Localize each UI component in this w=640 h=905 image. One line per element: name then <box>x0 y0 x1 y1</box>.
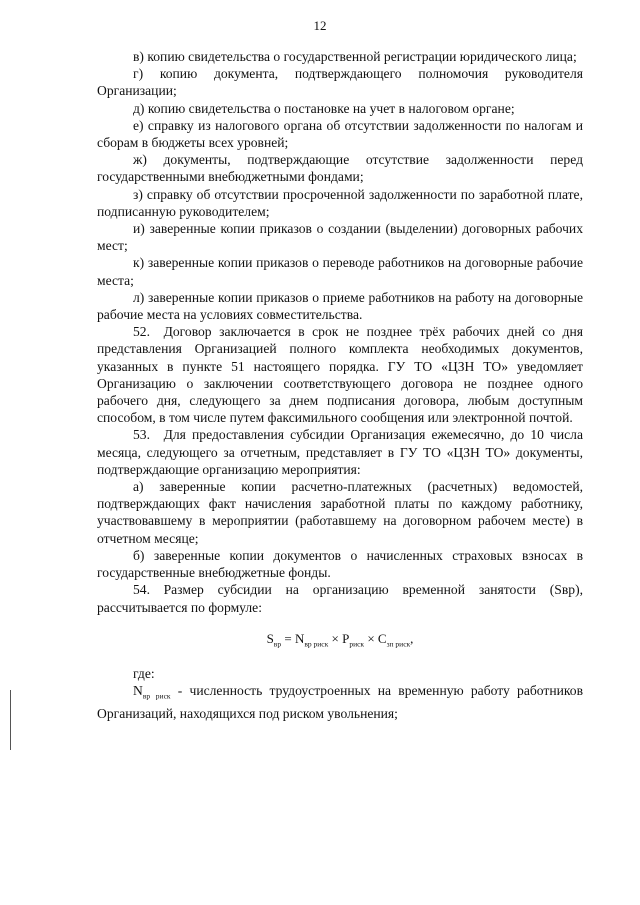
formula-s: S <box>266 630 274 646</box>
paragraph-item-g: г) копию документа, подтверждающего полномочия руководителя Организации; <box>97 66 583 99</box>
paragraph-item-i: и) заверенные копии приказов о создании (выделении) договорных рабочих мест; <box>97 221 583 254</box>
paragraph-item-e: е) справку из налогового органа об отсутствии задолженности по налогам и сборам в бюджеты всех уровней; <box>97 117 583 151</box>
paragraph-52: 52. Договор заключается в срок не позднее трёх рабочих дней со дня представления Организацией полного комплекта необходимых документов, указанных в пункте 51 настоящего порядка. ГУ ТО «ЦЗН ТО» уведомляет Организацию о заключении соответствующего договора не позднее одного рабочего дня, следующего за днем подписания договора, любым доступным способом, в том числе путем факсимильного сообщения или электронной почтой. <box>97 324 583 426</box>
margin-line <box>10 690 11 750</box>
paragraph-item-z: з) справку об отсутствии просроченной задолженности по заработной плате, подписанную руководителем; <box>97 186 583 219</box>
paragraph-item-k: к) заверенные копии приказов о переводе работников на договорные рабочие места; <box>97 255 583 288</box>
document-body <box>97 48 583 722</box>
formula-c-sub: зп риск <box>386 639 411 649</box>
paragraph-53-b: б) заверенные копии документов о начисленных страховых взносах в государственные внебюджетные фонды. <box>97 547 583 581</box>
formula-times-1: × <box>328 630 343 646</box>
formula-n-sub: вр риск <box>304 639 329 649</box>
formula-end: , <box>410 630 414 646</box>
formula-p-sub: риск <box>349 639 365 649</box>
formula-n: N <box>294 630 305 646</box>
paragraph-item-v: в) копию свидетельства о государственной регистрации юридического лица; <box>133 49 577 64</box>
formula-eq: = <box>281 630 295 646</box>
paragraph-item-zh: ж) документы, подтверждающие отсутствие задолженности перед государственными внебюджетными фондами; <box>97 152 583 185</box>
subsidy-formula <box>97 630 583 653</box>
formula-c: C <box>377 630 387 646</box>
formula-p: P <box>342 630 350 646</box>
paragraph-item-l: л) заверенные копии приказов о приеме работников на работу на договорные рабочие места на условиях совместительства. <box>97 289 583 323</box>
paragraph-53-a: а) заверенные копии расчетно-платежных (расчетных) ведомостей, подтверждающих факт начисления заработной платы по каждому работнику, участвовавшему в мероприятии (работавшему на договорном рабочем месте) в отчетном месяце; <box>97 479 583 546</box>
paragraph-item-d: д) копию свидетельства о постановке на учет в налоговом органе; <box>133 100 515 116</box>
page-number: 12 <box>313 18 327 33</box>
definition-n-vr-risk <box>97 682 583 722</box>
definition-symbol: N <box>133 682 143 698</box>
paragraph-54: 54. Размер субсидии на организацию временной занятости (Sвр), рассчитывается по формуле: <box>97 582 583 615</box>
definition-symbol-sub: вр риск <box>142 691 171 701</box>
formula-times-2: × <box>364 630 378 646</box>
definition-text: - численность трудоустроенных на временную работу работников Организаций, находящихся под риском увольнения; <box>97 682 584 721</box>
formula-s-sub: вр <box>273 639 282 649</box>
where-label: где: <box>133 665 155 681</box>
paragraph-53: 53. Для предоставления субсидии Организация ежемесячно, до 10 числа месяца, следующего за отчетным, представляет в ГУ ТО «ЦЗН ТО» документы, подтверждающие организацию мероприятия: <box>97 427 583 477</box>
